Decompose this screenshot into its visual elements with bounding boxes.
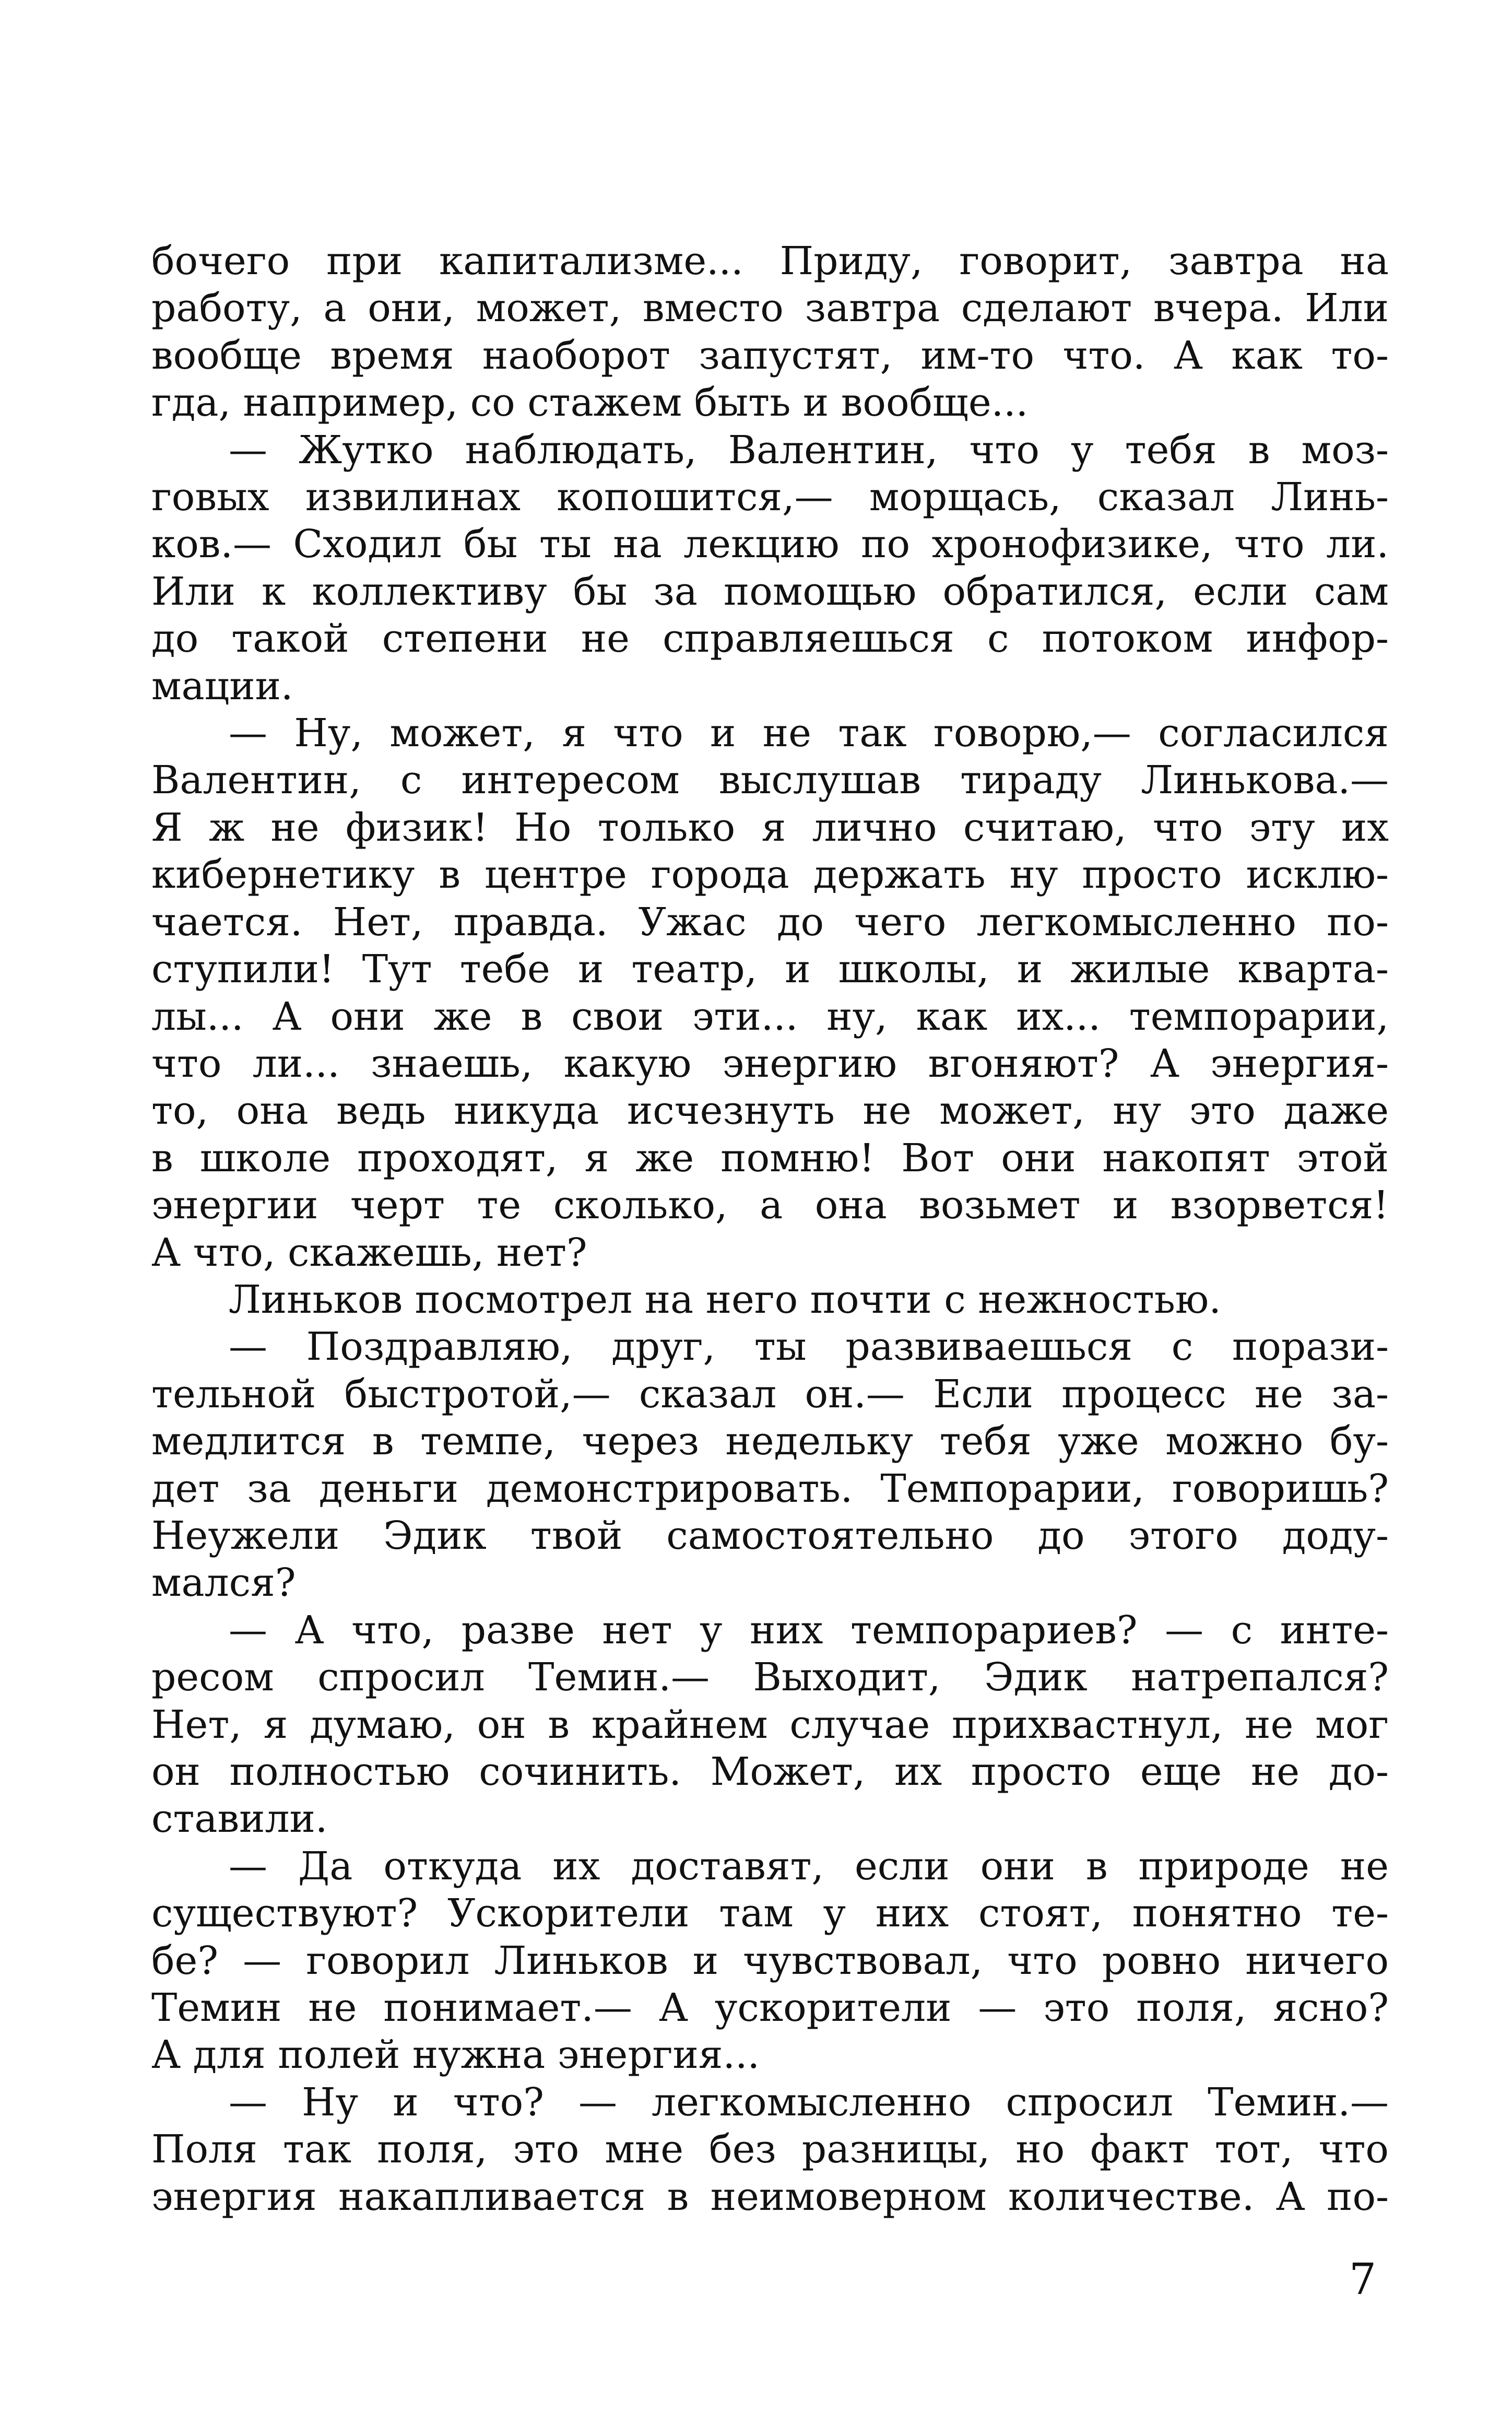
text-line: мации. xyxy=(151,663,293,709)
text-line: ков.— Сходил бы ты на лекцию по хронофизике, что ли. xyxy=(151,522,1389,567)
text-line: А что, скажешь, нет? xyxy=(151,1230,587,1275)
text-line: — А что, разве нет у них темпорариев? — с инте- xyxy=(229,1607,1389,1653)
body-text xyxy=(151,238,1389,2220)
text-line: — Да откуда их доставят, если они в природе не xyxy=(229,1843,1389,1889)
text-line: — Жутко наблюдать, Валентин, что у тебя в моз- xyxy=(229,427,1389,473)
text-line: энергии черт те сколько, а она возьмет и взорвется! xyxy=(151,1183,1389,1228)
text-line: ступили! Тут тебе и театр, и школы, и жилые кварта- xyxy=(151,947,1389,992)
text-line: он полностью сочинить. Может, их просто еще не до- xyxy=(151,1749,1389,1794)
text-line: бочего при капитализме... Приду, говорит, завтра на xyxy=(151,239,1389,284)
text-line: Линьков посмотрел на него почти с нежностью. xyxy=(229,1277,1221,1322)
text-line: то, она ведь никуда исчезнуть не может, ну это даже xyxy=(151,1088,1389,1134)
text-line: энергия накапливается в неимоверном количестве. А по- xyxy=(151,2174,1389,2219)
text-line: — Поздравляю, друг, ты развиваешься с порази- xyxy=(229,1324,1389,1370)
text-line: — Ну, может, я что и не так говорю,— согласился xyxy=(229,711,1389,756)
text-line: мался? xyxy=(151,1560,296,1606)
text-line: Валентин, с интересом выслушав тираду Линькова.— xyxy=(151,758,1389,803)
text-line: Поля так поля, это мне без разницы, но факт тот, что xyxy=(151,2127,1389,2172)
text-line: гда, например, со стажем быть и вообще... xyxy=(151,380,1029,426)
text-line: ставили. xyxy=(151,1796,328,1842)
text-line: ресом спросил Темин.— Выходит, Эдик натрепался? xyxy=(151,1655,1389,1700)
text-line: — Ну и что? — легкомысленно спросил Темин.— xyxy=(229,2079,1389,2125)
text-line: вообще время наоборот запустят, им-то что. А как то- xyxy=(151,333,1389,378)
text-line: в школе проходят, я же помню! Вот они накопят этой xyxy=(151,1135,1389,1181)
text-line: Я ж не физик! Но только я лично считаю, что эту их xyxy=(151,805,1389,850)
text-line: дет за деньги демонстрировать. Темпорарии, говоришь? xyxy=(151,1466,1389,1511)
text-line: работу, а они, может, вместо завтра сделают вчера. Или xyxy=(151,286,1389,331)
text-line: тельной быстротой,— сказал он.— Если процесс не за- xyxy=(151,1371,1389,1417)
text-line: лы... А они же в свои эти... ну, как их... темпорарии, xyxy=(151,994,1389,1039)
text-line: Неужели Эдик твой самостоятельно до этого доду- xyxy=(151,1513,1389,1558)
text-line: чается. Нет, правда. Ужас до чего легкомысленно по- xyxy=(151,899,1389,945)
text-line: медлится в темпе, через недельку тебя уже можно бу- xyxy=(151,1419,1389,1464)
text-line: говых извилинах копошится,— морщась, сказал Линь- xyxy=(151,475,1389,520)
text-line: бе? — говорил Линьков и чувствовал, что ровно ничего xyxy=(151,1938,1389,1983)
text-line: кибернетику в центре города держать ну просто исклю- xyxy=(151,852,1389,898)
text-line: что ли... знаешь, какую энергию вгоняют? А энергия- xyxy=(151,1041,1389,1086)
text-line: Или к коллективу бы за помощью обратился, если сам xyxy=(151,569,1389,614)
text-line: Нет, я думаю, он в крайнем случае прихвастнул, не мог xyxy=(151,1702,1389,1747)
text-line: А для полей нужна энергия... xyxy=(151,2032,760,2078)
page-number: 7 xyxy=(1349,2255,1377,2304)
text-line: до такой степени не справляешься с потоком инфор- xyxy=(151,616,1389,662)
text-line: Темин не понимает.— А ускорители — это поля, ясно? xyxy=(151,1985,1389,2031)
text-line: существуют? Ускорители там у них стоят, понятно те- xyxy=(151,1891,1389,1936)
